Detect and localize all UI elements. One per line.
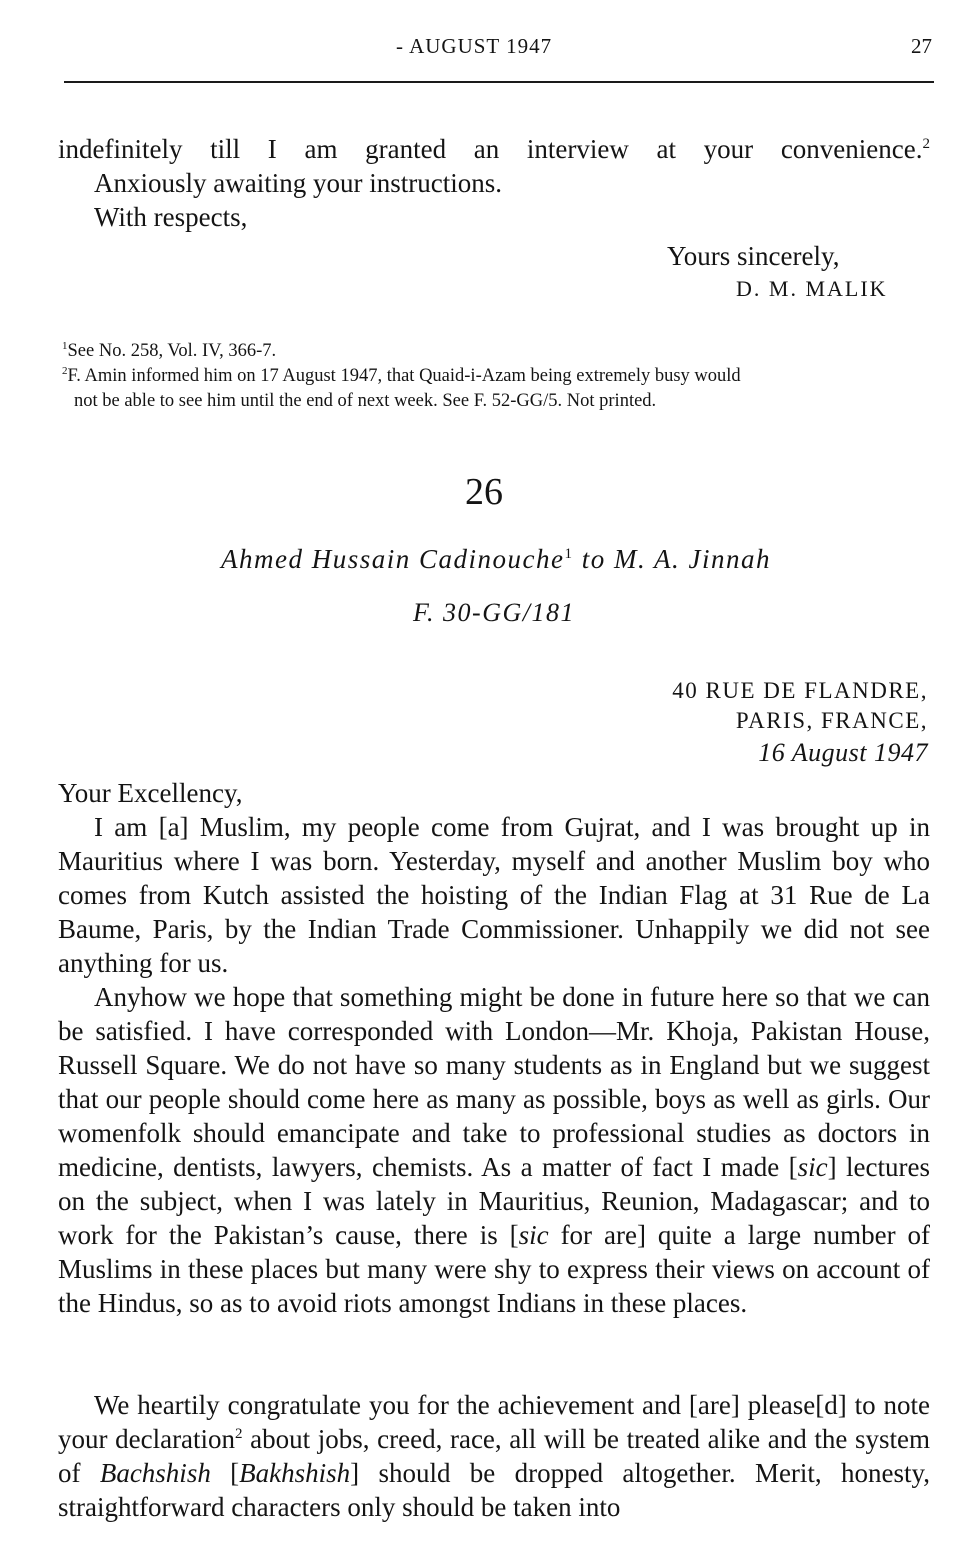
address-line-1: 40 RUE DE FLANDRE, xyxy=(672,678,928,703)
letter-date: 16 August 1947 xyxy=(758,738,928,767)
page-number: 27 xyxy=(911,34,932,58)
running-header xyxy=(0,34,968,64)
running-title: - AUGUST 1947 xyxy=(396,34,553,58)
address-line-2: PARIS, FRANCE, xyxy=(735,708,928,733)
footnote-1: $^1$See No. 258, Vol. IV, 366-7. xyxy=(62,339,277,361)
letter-line-awaiting: Anxiously awaiting your instructions. xyxy=(94,168,502,198)
file-reference: F. 30-GG/181 xyxy=(413,598,575,627)
footnote-ref-2: 2 xyxy=(922,136,930,152)
title-footnote-ref: 1 xyxy=(564,546,574,562)
footnote-2-continued: not be able to see him until the end of next week. See F. 52-GG/5. Not printed. xyxy=(74,391,657,411)
body-paragraph-1: I am [a] Muslim, my people come from Gujrat, and I was brought up in Mauritius where I was born. Yesterday, myself and another Muslim boy who comes from Kutch assisted the hoisting of the Indian Flag at 31 Rue de La Baume, Paris, by the Indian Trade Commissioner. Unhappily we did not see anything for us. xyxy=(58,812,930,978)
body-paragraph-2: Anyhow we hope that something might be done in future here so that we can be satisfied. I have corresponded with London—Mr. Khoja, Pakistan House, Russell Square. We do not have so many students as in England but we suggest that our people should come here as many as possible, boys as well as girls. Our womenfolk should emancipate and take to professional studies as doctors in medicine, dentists, lawyers, chemists. As a matter of fact I made [sic] lectures on the subject, when I was lately in Mauritius, Reunion, Madagascar; and to work for the Pakistan’s cause, there is [sic for are] quite a large number of Muslims in these places but many were shy to express their views on account of the Hindus, so as to avoid riots amongst Indians in these places. xyxy=(58,982,930,1318)
letter-line-respects: With respects, xyxy=(94,202,248,232)
closing-salutation: Yours sincerely, xyxy=(667,241,840,271)
document-title: Ahmed Hussain Cadinouche$^1$ to M. A. Jinnah xyxy=(221,544,771,574)
letter-continuation-line: indefinitely till I am granted an interview at your convenience.$^2$ xyxy=(58,134,930,164)
header-rule xyxy=(64,81,934,83)
body-paragraph-3: We heartily congratulate you for the achievement and [are] please[d] to note your declaration$^2$ about jobs, creed, race, all will be treated alike and the system of Bachshish [Bakhshish] should be dropped altogether. Merit, honesty, straightforward characters only should be taken into xyxy=(58,1390,930,1522)
document-number: 26 xyxy=(465,471,503,513)
salutation: Your Excellency, xyxy=(58,778,243,808)
signatory-name: D. M. MALIK xyxy=(736,276,888,301)
footnote-2: $^2$F. Amin informed him on 17 August 1947, that Quaid-i-Azam being extremely busy would xyxy=(62,364,741,386)
footnote-ref-declaration: 2 xyxy=(235,1426,243,1442)
